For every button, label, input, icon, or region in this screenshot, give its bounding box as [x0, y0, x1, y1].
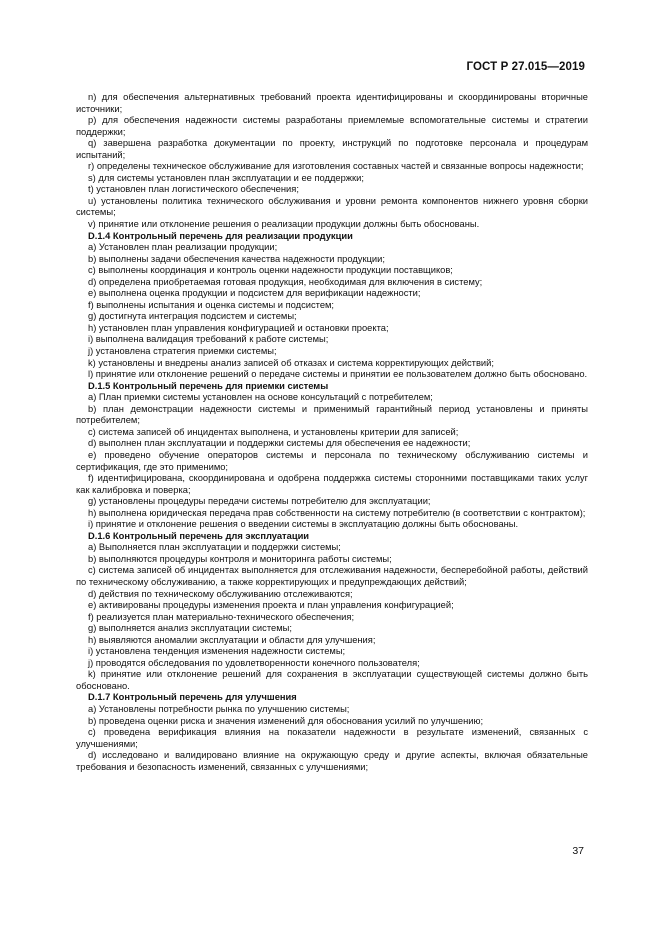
list-item-paragraph: b) выполняются процедуры контроля и мониторинга работы системы;: [88, 553, 392, 564]
list-item-paragraph: e) выполнена оценка продукции и подсистем для верификации надежности;: [88, 288, 421, 299]
list-item-paragraph: i) выполнена валидация требований к работе системы;: [88, 334, 329, 345]
section-heading: D.1.5 Контрольный перечень для приемки системы: [88, 380, 329, 391]
list-item-paragraph: p) для обеспечения надежности системы разработаны приемлемые вспомогательные системы и стратегии поддержки;: [76, 115, 588, 137]
list-item-paragraph: c) выполнены координация и контроль оценки надежности продукции поставщиков;: [88, 265, 453, 276]
list-item-paragraph: i) установлена тенденция изменения надежности системы;: [88, 646, 346, 657]
list-item-paragraph: c) система записей об инцидентах выполнена, и установлены критерии для записей;: [88, 426, 459, 437]
list-item-paragraph: u) установлены политика технического обслуживания и уровни ремонта компонентов нижнего уровня сборки системы;: [76, 195, 588, 218]
list-item-paragraph: a) План приемки системы установлен на основе консультаций с потребителем;: [88, 392, 433, 403]
list-item-paragraph: d) определена приобретаемая готовая продукция, необходимая для включения в систему;: [88, 276, 483, 287]
list-item-paragraph: d) исследовано и валидировано влияние на окружающую среду и другие аспекты, включая обязательные требования и безопасность изменений, связанных с улучшениями;: [76, 750, 588, 772]
list-item-paragraph: h) выявляются аномалии эксплуатации и области для улучшения;: [88, 634, 376, 645]
list-item-paragraph: k) установлены и внедрены анализ записей об отказах и система корректирующих действий;: [88, 357, 494, 368]
document-body: [76, 92, 588, 773]
list-item-paragraph: c) проведена верификация влияния на показатели надежности в результате изменений, связанных с улучшениями;: [76, 727, 588, 749]
list-item-paragraph: g) достигнута интеграция подсистем и системы;: [88, 311, 297, 322]
list-item-paragraph: s) для системы установлен план эксплуатации и ее поддержки;: [88, 172, 364, 183]
list-item-paragraph: i) принятие и отклонение решения о введении системы в эксплуатацию должны быть обоснованы.: [88, 519, 519, 530]
list-item-paragraph: g) выполняется анализ эксплуатации системы;: [88, 623, 292, 634]
list-item-paragraph: d) действия по техническому обслуживанию отслеживаются;: [88, 588, 353, 599]
list-item-paragraph: j) проводятся обследования по удовлетворенности конечного пользователя;: [88, 657, 420, 668]
section-heading: D.1.7 Контрольный перечень для улучшения: [88, 692, 297, 703]
section-heading: D.1.6 Контрольный перечень для эксплуатации: [88, 530, 310, 541]
page-number: 37: [572, 845, 584, 857]
list-item-paragraph: b) проведена оценки риска и значения изменений для обоснования усилий по улучшению;: [88, 715, 484, 726]
list-item-paragraph: c) система записей об инцидентах выполняется для отслеживания надежности, бесперебойной работы, действий по техническому обслуживанию, а также корректирующих и предупреждающих действий;: [76, 565, 588, 587]
list-item-paragraph: q) завершена разработка документации по проекту, инструкций по подготовке персонала и процедурам испытаний;: [76, 138, 588, 160]
list-item-paragraph: a) Установлен план реализации продукции;: [88, 242, 278, 253]
list-item-paragraph: b) выполнены задачи обеспечения качества надежности продукции;: [88, 253, 385, 264]
list-item-paragraph: a) Выполняется план эксплуатации и поддержки системы;: [88, 542, 341, 553]
list-item-paragraph: e) проведено обучение операторов системы и персонала по техническому обслуживанию системы и сертификация, где это применимо;: [76, 449, 588, 472]
list-item-paragraph: l) принятие или отклонение решений о передаче системы и принятии ее пользователем должно быть обосновано.: [88, 369, 588, 380]
list-item-paragraph: a) Установлены потребности рынка по улучшению системы;: [88, 703, 350, 714]
document-code-header: ГОСТ Р 27.015—2019: [466, 61, 585, 73]
list-item-paragraph: h) установлен план управления конфигурацией и остановки проекта;: [88, 322, 389, 333]
list-item-paragraph: h) выполнена юридическая передача прав собственности на систему потребителю (в соответствии с контрактом);: [88, 507, 586, 518]
list-item-paragraph: v) принятие или отклонение решения о реализации продукции должны быть обоснованы.: [88, 219, 480, 230]
list-item-paragraph: n) для обеспечения альтернативных требований проекта идентифицированы и скоординированы вторичные источники;: [76, 92, 588, 114]
section-heading: D.1.4 Контрольный перечень для реализации продукции: [88, 230, 353, 241]
list-item-paragraph: f) выполнены испытания и оценка системы и подсистем;: [88, 299, 335, 310]
list-item-paragraph: b) план демонстрации надежности системы и применимый гарантийный период установлены и приняты потребителем;: [76, 403, 588, 426]
list-item-paragraph: t) установлен план логистического обеспечения;: [88, 184, 299, 195]
list-item-paragraph: e) активированы процедуры изменения проекта и план управления конфигурацией;: [88, 600, 454, 611]
list-item-paragraph: k) принятие или отклонение решений для сохранения в эксплуатации существующей системы должно быть обосновано.: [76, 669, 588, 691]
list-item-paragraph: f) реализуется план материально-технического обеспечения;: [88, 611, 355, 622]
list-item-paragraph: r) определены техническое обслуживание для изготовления составных частей и связанные вопросы надежности;: [88, 161, 584, 172]
list-item-paragraph: g) установлены процедуры передачи системы потребителю для эксплуатации;: [88, 496, 431, 507]
list-item-paragraph: f) идентифицирована, скоординирована и одобрена поддержка системы сторонними поставщиками таких услуг как калибровка и поверка;: [76, 473, 588, 495]
list-item-paragraph: j) установлена стратегия приемки системы;: [88, 346, 277, 357]
list-item-paragraph: d) выполнен план эксплуатации и поддержки системы для обеспечения ее надежности;: [88, 438, 471, 449]
